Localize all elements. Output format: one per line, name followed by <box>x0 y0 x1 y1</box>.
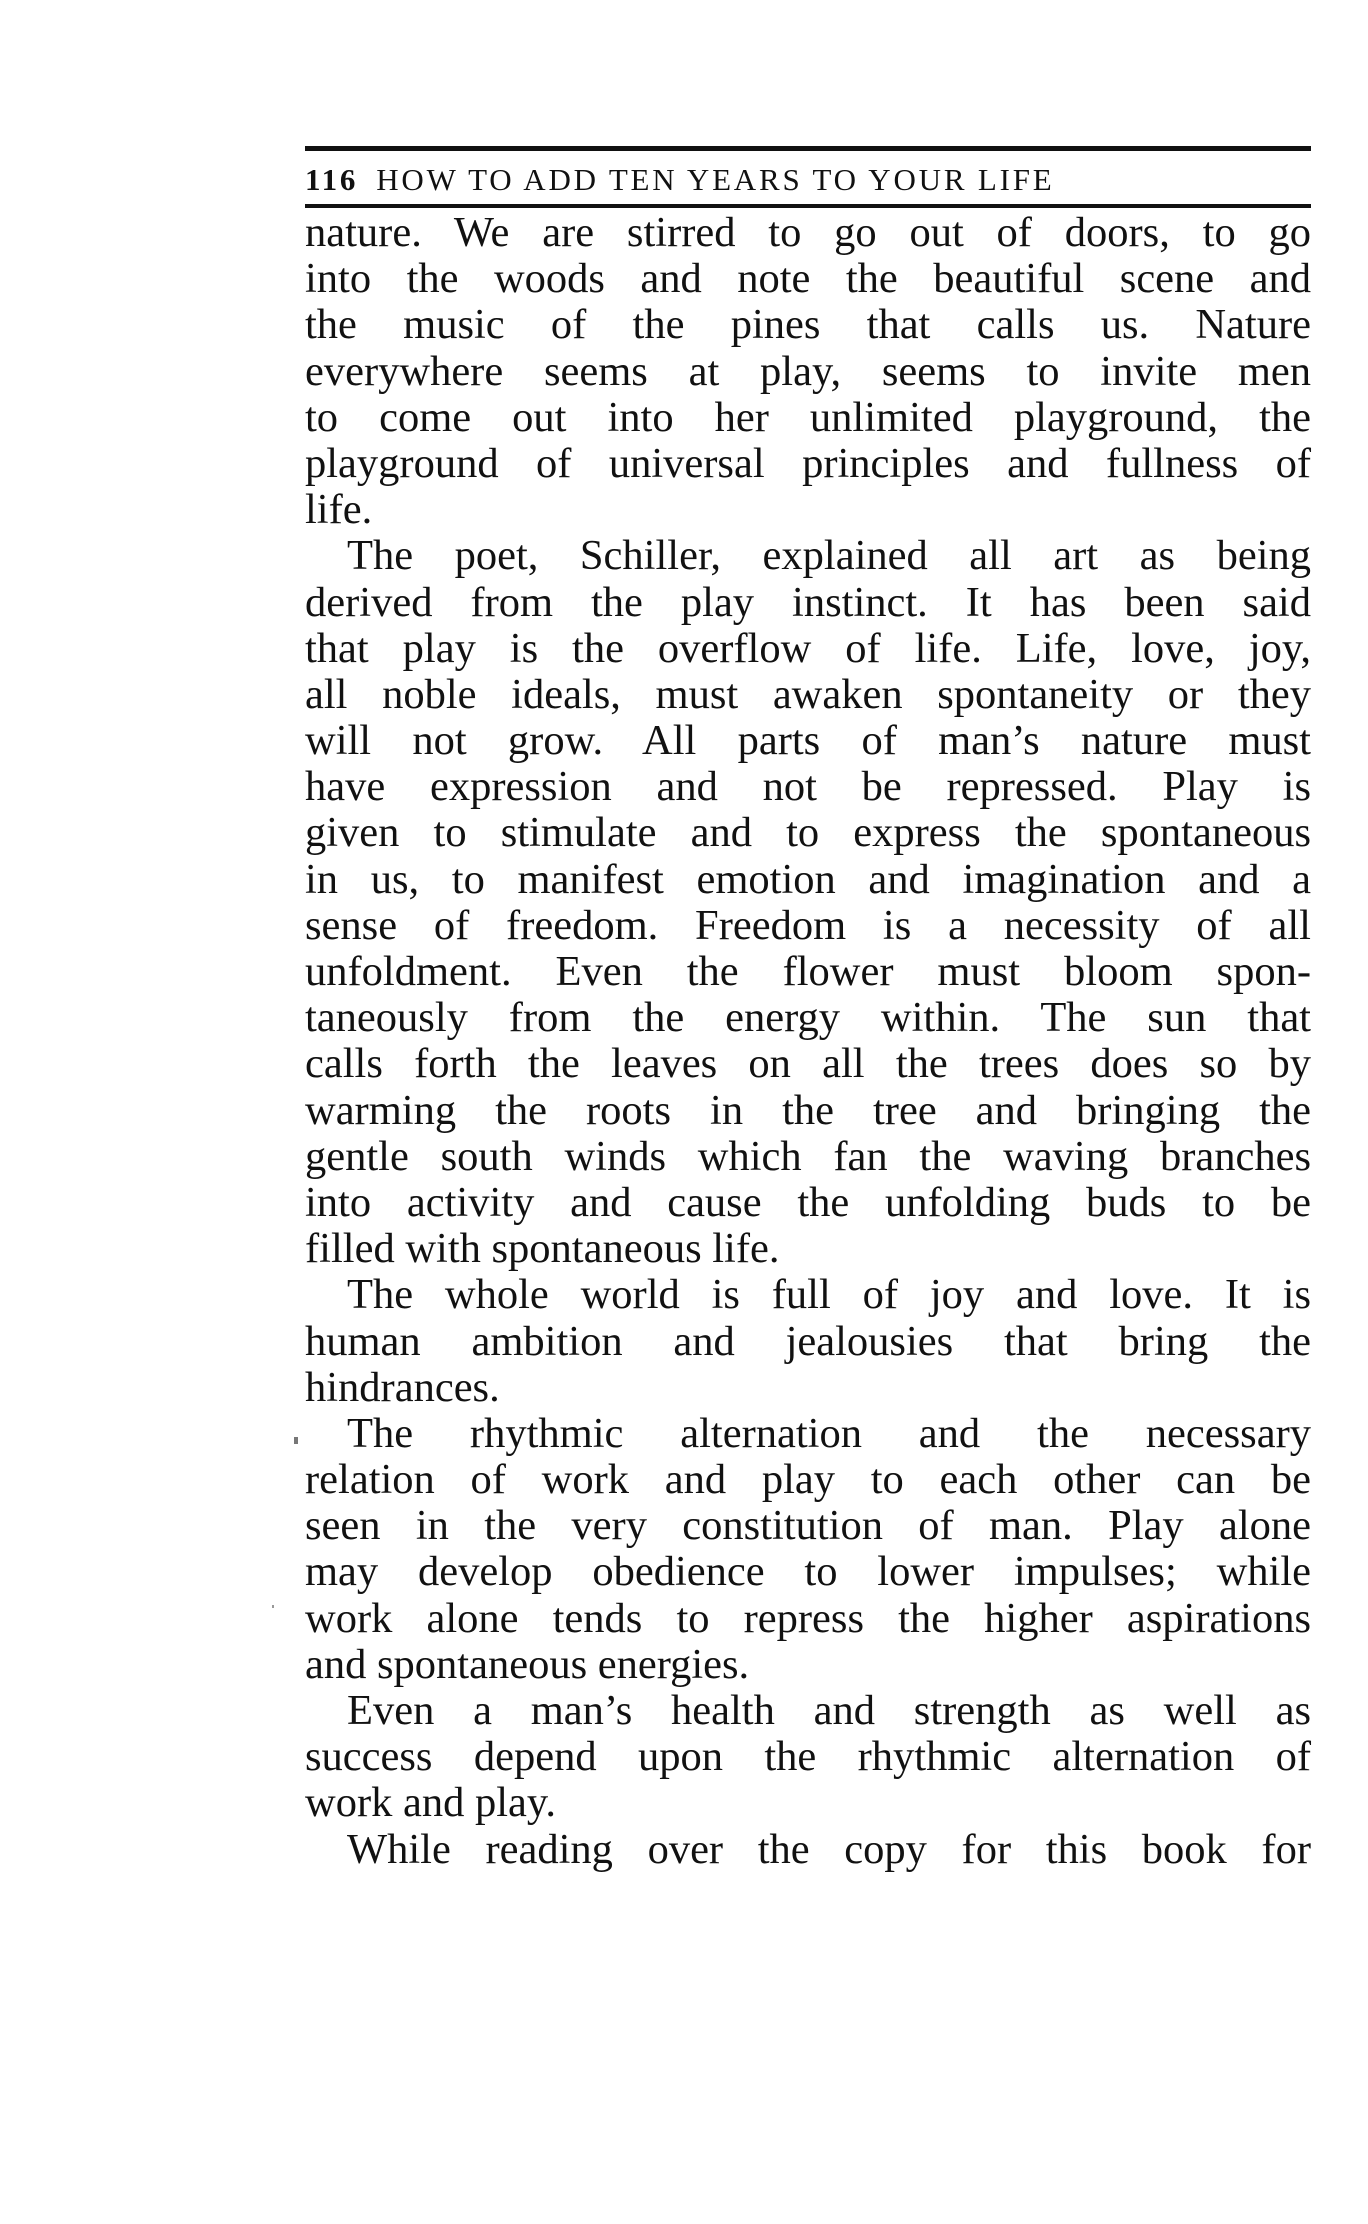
text-line: have expression and not be repressed. Play is <box>305 763 1311 811</box>
text-line: will not grow. All parts of man’s nature must <box>305 717 1311 765</box>
text-line: into the woods and note the beautiful scene and <box>305 255 1311 303</box>
body-text <box>305 210 1311 1873</box>
text-line: playground of universal principles and fullness of <box>305 439 1311 487</box>
text-line: life. <box>305 486 373 534</box>
text-line: The poet, Schiller, explained all art as being <box>347 532 1311 580</box>
text-line: filled with spontaneous life. <box>305 1225 780 1273</box>
ink-speck <box>294 1437 298 1444</box>
text-line: unfoldment. Even the flower must bloom spon- <box>305 948 1311 995</box>
text-line: that play is the overflow of life. Life, love, joy, <box>305 624 1311 672</box>
text-line: calls forth the leaves on all the trees does so by <box>305 1040 1311 1088</box>
text-line: sense of freedom. Freedom is a necessity of all <box>305 901 1311 949</box>
header-top-rule <box>305 146 1311 151</box>
text-line: human ambition and jealousies that bring the <box>305 1317 1311 1365</box>
text-line: gentle south winds which fan the waving branches <box>305 1132 1311 1180</box>
text-line: into activity and cause the unfolding buds to be <box>305 1178 1311 1226</box>
text-line: hindrances. <box>305 1363 500 1411</box>
text-line: The rhythmic alternation and the necessary <box>347 1409 1311 1457</box>
text-line: may develop obedience to lower impulses; while <box>305 1548 1311 1596</box>
running-header <box>305 160 1311 200</box>
text-line: seen in the very constitution of man. Play alone <box>305 1502 1311 1550</box>
text-line: warming the roots in the tree and bringing the <box>305 1086 1311 1134</box>
text-line: in us, to manifest emotion and imagination and a <box>305 855 1311 903</box>
ink-speck <box>272 1605 274 1608</box>
text-line: Even a man’s health and strength as well as <box>347 1687 1311 1734</box>
text-line: and spontaneous energies. <box>305 1640 750 1688</box>
text-line: to come out into her unlimited playground, the <box>305 393 1311 441</box>
text-line: success depend upon the rhythmic alternation of <box>305 1733 1311 1781</box>
text-line: given to stimulate and to express the spontaneous <box>305 809 1311 857</box>
text-line: everywhere seems at play, seems to invite men <box>305 347 1311 395</box>
running-title: HOW TO ADD TEN YEARS TO YOUR LIFE <box>376 162 1055 197</box>
text-line: work alone tends to repress the higher aspirations <box>305 1594 1311 1642</box>
text-line: all noble ideals, must awaken spontaneity or they <box>305 670 1311 718</box>
text-line: derived from the play instinct. It has been said <box>305 578 1311 626</box>
text-line: While reading over the copy for this book for <box>347 1825 1311 1873</box>
text-line: taneously from the energy within. The sun that <box>305 994 1311 1042</box>
text-line: work and play. <box>305 1779 556 1827</box>
page-number: 116 <box>305 162 359 197</box>
header-bottom-rule <box>305 204 1311 208</box>
text-line: nature. We are stirred to go out of doors, to go <box>305 209 1311 256</box>
text-line: relation of work and play to each other can be <box>305 1456 1311 1504</box>
text-line: the music of the pines that calls us. Nature <box>305 301 1311 349</box>
text-line: The whole world is full of joy and love. It is <box>347 1271 1311 1319</box>
